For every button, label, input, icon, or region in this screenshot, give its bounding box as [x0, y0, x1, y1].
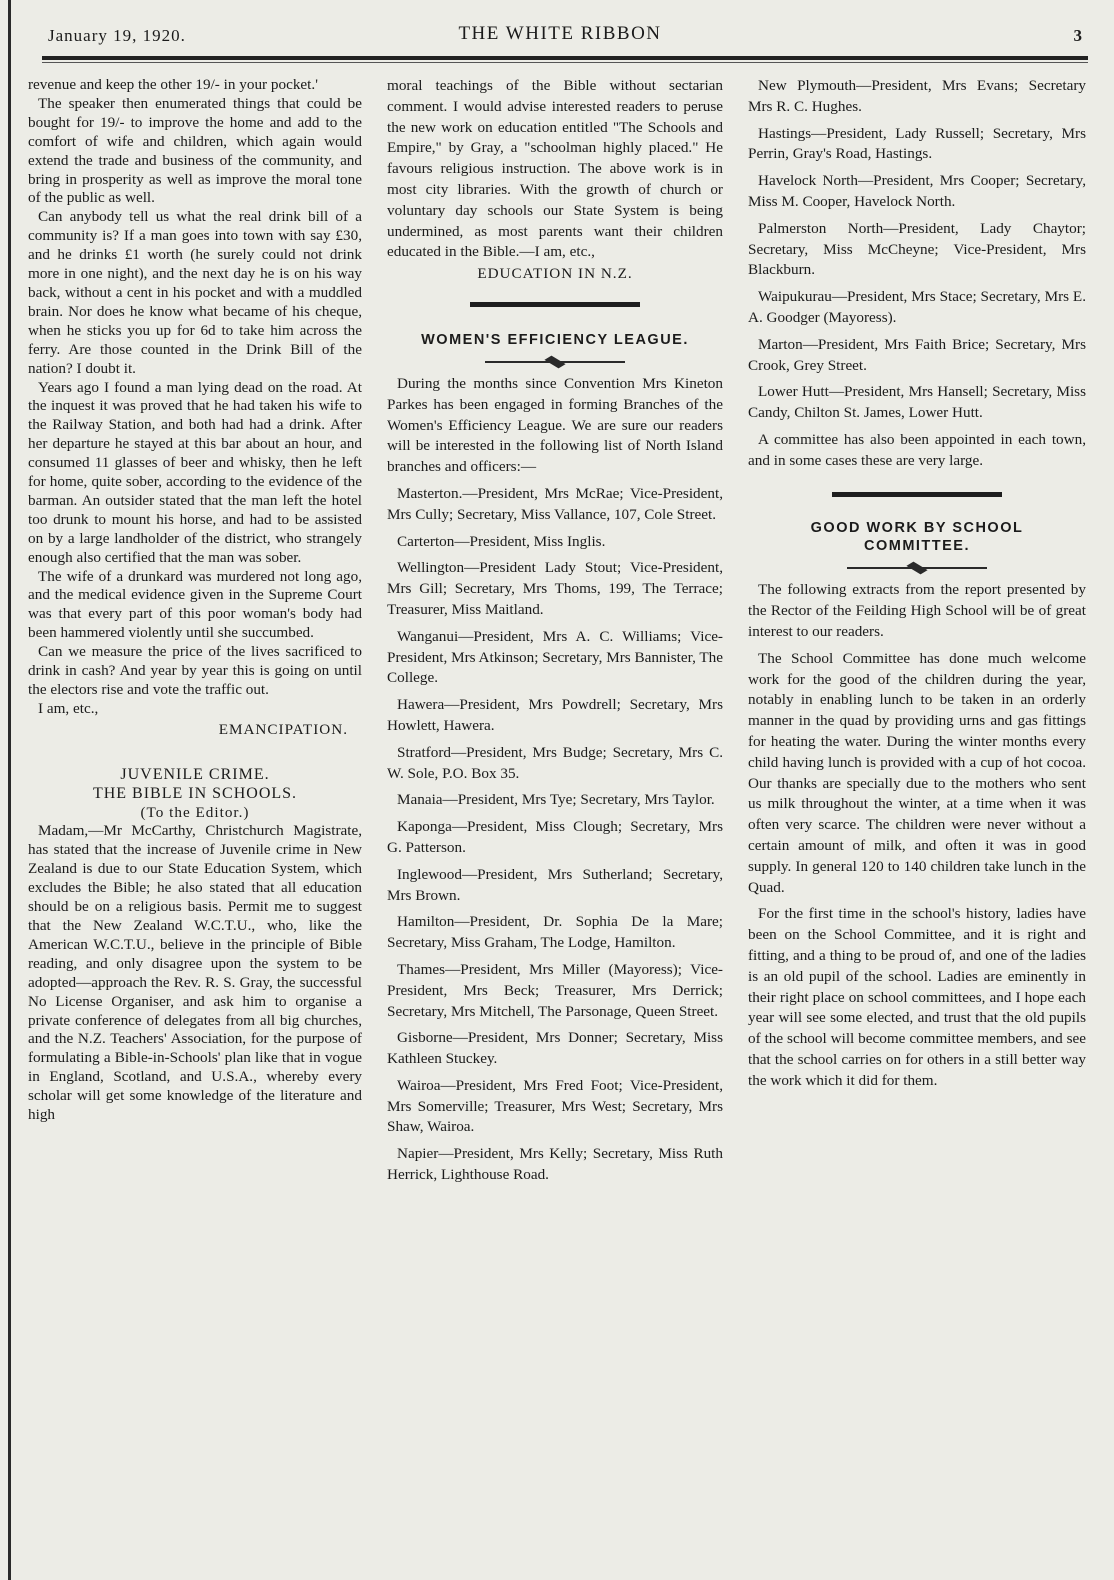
- paragraph: A committee has also been appointed in each town, and in some cases these are very large.: [748, 430, 1086, 469]
- letter-closing: I am, etc.,: [38, 699, 99, 717]
- section-heading: WOMEN'S EFFICIENCY LEAGUE.: [421, 332, 689, 349]
- column-3: [748, 76, 1086, 1097]
- column-1: [28, 76, 362, 1125]
- branch-entry: Wairoa—President, Mrs Fred Foot; Vice-President, Mrs Somerville; Treasurer, Mrs West; Secretary, Mrs Shaw, Wairoa.: [387, 1076, 723, 1136]
- branch-entry: Marton—President, Mrs Faith Brice; Secretary, Mrs Crook, Grey Street.: [748, 335, 1086, 374]
- letter-signature: EDUCATION IN N.Z.: [477, 265, 633, 283]
- ornament-rule: [847, 562, 987, 574]
- section-heading-line2: COMMITTEE.: [863, 538, 971, 555]
- branch-entry: Stratford—President, Mrs Budge; Secretary, Mrs C. W. Sole, P.O. Box 35.: [387, 743, 723, 782]
- branch-entry: Hawera—President, Mrs Powdrell; Secretary, Mrs Howlett, Hawera.: [387, 696, 723, 734]
- issue-date: January 19, 1920.: [48, 26, 186, 45]
- paragraph: The following extracts from the report presented by the Rector of the Feilding High School will be of great interest to our readers.: [748, 581, 1086, 640]
- paragraph: The School Committee has done much welcome work for the good of the children during the year, notably in enabling lunch to be taken in an orderly manner in the quad by providing urns and gas fittings for heating the water. During the winter months every child having lunch is provided with a cup of hot cocoa. Our thanks are specially due to the mothers who sent us milk throughout the winter, at a time when it was often very scarce. The children were never without a certain amount of milk, and often it was in good supply. In general 120 to 140 children take lunch in the Quad.: [748, 649, 1086, 896]
- branch-entry: Kaponga—President, Miss Clough; Secretary, Mrs G. Patterson.: [387, 818, 723, 856]
- paragraph: Can anybody tell us what the real drink bill of a community is? If a man goes into town with say £30, and he drinks £1 worth (he surely could not drink more in one night), and the next day he is on his way back, without a cent in his pocket and with a muddled brain. Nor does he know what became of his cheque, when he sticks you up for 6d to take him across the ferry. Are those counted in the Drink Bill of the nation? I doubt it.: [28, 208, 362, 377]
- branch-entry: Gisborne—President, Mrs Donner; Secretary, Miss Kathleen Stuckey.: [387, 1029, 723, 1068]
- article-subheading: THE BIBLE IN SCHOOLS.: [92, 784, 298, 802]
- paragraph: The wife of a drunkard was murdered not long ago, and the medical evidence given in the Supreme Court was that every part of this poor woman's body had been hammered violently until she succumbed.: [28, 567, 362, 642]
- page-number: 3: [1073, 26, 1082, 45]
- section-heading: GOOD WORK BY SCHOOL: [810, 519, 1024, 536]
- letter-signature: EMANCIPATION.: [218, 720, 348, 738]
- paragraph: revenue and keep the other 19/- in your pocket.': [28, 76, 318, 93]
- page-header: [30, 20, 1090, 50]
- branch-entry: Inglewood—President, Mrs Sutherland; Secretary, Mrs Brown.: [387, 865, 723, 904]
- paragraph: Can we measure the price of the lives sacrificed to drink in cash? And year by year this is going on until the electors rise and vote the traffic out.: [28, 643, 362, 698]
- branch-entry: Thames—President, Mrs Miller (Mayoress); Vice-President, Mrs Beck; Treasurer, Mrs Derrick; Secretary, Mrs Mitchell, The Parsonage, Queen Street.: [387, 960, 723, 1020]
- page-edge: [8, 0, 11, 1580]
- letter-continuation: moral teachings of the Bible without sectarian comment. I would advise interested readers to peruse the new work on education entitled "The Schools and Empire," by Gray, a "schoolman highly placed." He favours religious instruction. The above work is in most city libraries. With the growth of church or voluntary day schools our State System is being undermined, as most parents want their children educated in the Bible.—I am, etc.,: [387, 77, 723, 261]
- header-rule-thin: [42, 62, 1088, 63]
- branch-entry: Napier—President, Mrs Kelly; Secretary, Miss Ruth Herrick, Lighthouse Road.: [387, 1145, 723, 1184]
- column-2: [387, 76, 723, 1192]
- ornament-rule: [485, 356, 625, 368]
- paragraph: Years ago I found a man lying dead on the road. At the inquest it was proved that he had taken his wife to the Railway Station, and both had had a drink. After her departure he stayed at this bar about an hour, and consumed 11 glasses of beer and whisky, then he left for home, quite sober, according to the evidence of the barman. An outsider stated that the man left the hotel too drunk to mount his horse, and had to be assisted on by a large landholder of the district, who strangely enough also certified that the man was sober.: [28, 378, 362, 566]
- branch-entry: Wanganui—President, Mrs A. C. Williams; Vice-President, Mrs Atkinson; Secretary, Mrs Bannister, The College.: [387, 627, 723, 687]
- article-heading: JUVENILE CRIME.: [120, 765, 270, 783]
- branch-entry: Havelock North—President, Mrs Cooper; Secretary, Miss M. Cooper, Havelock North.: [748, 172, 1086, 210]
- paragraph: For the first time in the school's history, ladies have been on the School Committee, and it is right and fitting, and a thing to be proud of, and one of the ladies is an old pupil of the school. Ladies are eminently in their right place on school committees, and I hope each year will see some elected, and trust that the old pupils of the school will become committee members, and see that the school carries on for others in a still better way the work which it did for them.: [748, 905, 1086, 1089]
- masthead-title: THE WHITE RIBBON: [458, 23, 662, 44]
- article-byline: (To the Editor.): [140, 803, 250, 821]
- branch-entry: Masterton.—President, Mrs McRae; Vice-President, Mrs Cully; Secretary, Miss Vallance, 107, Cole Street.: [387, 484, 723, 523]
- branch-entry: Palmerston North—President, Lady Chaytor; Secretary, Miss McCheyne; Vice-President, Mrs Blackburn.: [748, 219, 1086, 279]
- branch-entry: Wellington—President Lady Stout; Vice-President, Mrs Gill; Secretary, Mrs Thoms, 199, The Terrace; Treasurer, Miss Maitland.: [387, 559, 723, 618]
- header-rule: [42, 56, 1088, 60]
- branch-entry: Carterton—President, Miss Inglis.: [397, 532, 606, 550]
- branch-entry: Waipukurau—President, Mrs Stace; Secretary, Mrs E. A. Goodger (Mayoress).: [748, 288, 1086, 326]
- branch-entry: New Plymouth—President, Mrs Evans; Secretary Mrs R. C. Hughes.: [748, 77, 1086, 115]
- paragraph: The speaker then enumerated things that could be bought for 19/- to improve the home and add to the comfort of wife and children, which again would extend the trade and business of the community, and bring in prosperity as well as improve the moral tone of the public as well.: [28, 94, 362, 207]
- branch-entry: Lower Hutt—President, Mrs Hansell; Secretary, Miss Candy, Chilton St. James, Lower Hutt.: [748, 383, 1086, 422]
- letter-body: Madam,—Mr McCarthy, Christchurch Magistrate, has stated that the increase of Juvenile crime in New Zealand is due to our State Education System, which excludes the Bible; he also stated that all education should be on a religious basis. Permit me to suggest that the New Zealand W.C.T.U., who, like the American W.C.T.U., believe in the principle of Bible reading, and only disagree upon the system to be adopted—approach the Rev. R. S. Gray, the successful No License Organiser, and ask him to organise a private conference of delegates from all big churches, and the N.Z. Teachers' Association, for the purpose of formulating a Bible-in-Schools' plan like that in vogue in England, Scotland, and U.S.A., whereby every scholar will get some knowledge of the literature and high: [28, 822, 362, 1124]
- branch-entry: Manaia—President, Mrs Tye; Secretary, Mrs Taylor.: [397, 791, 715, 809]
- branch-entry: Hamilton—President, Dr. Sophia De la Mare; Secretary, Miss Graham, The Lodge, Hamilton.: [387, 913, 723, 952]
- branch-entry: Hastings—President, Lady Russell; Secretary, Mrs Perrin, Gray's Road, Hastings.: [748, 124, 1086, 163]
- paragraph: During the months since Convention Mrs Kineton Parkes has been engaged in forming Branches of the Women's Efficiency League. We are sure our readers will be interested in the following list of North Island branches and officers:—: [387, 374, 723, 476]
